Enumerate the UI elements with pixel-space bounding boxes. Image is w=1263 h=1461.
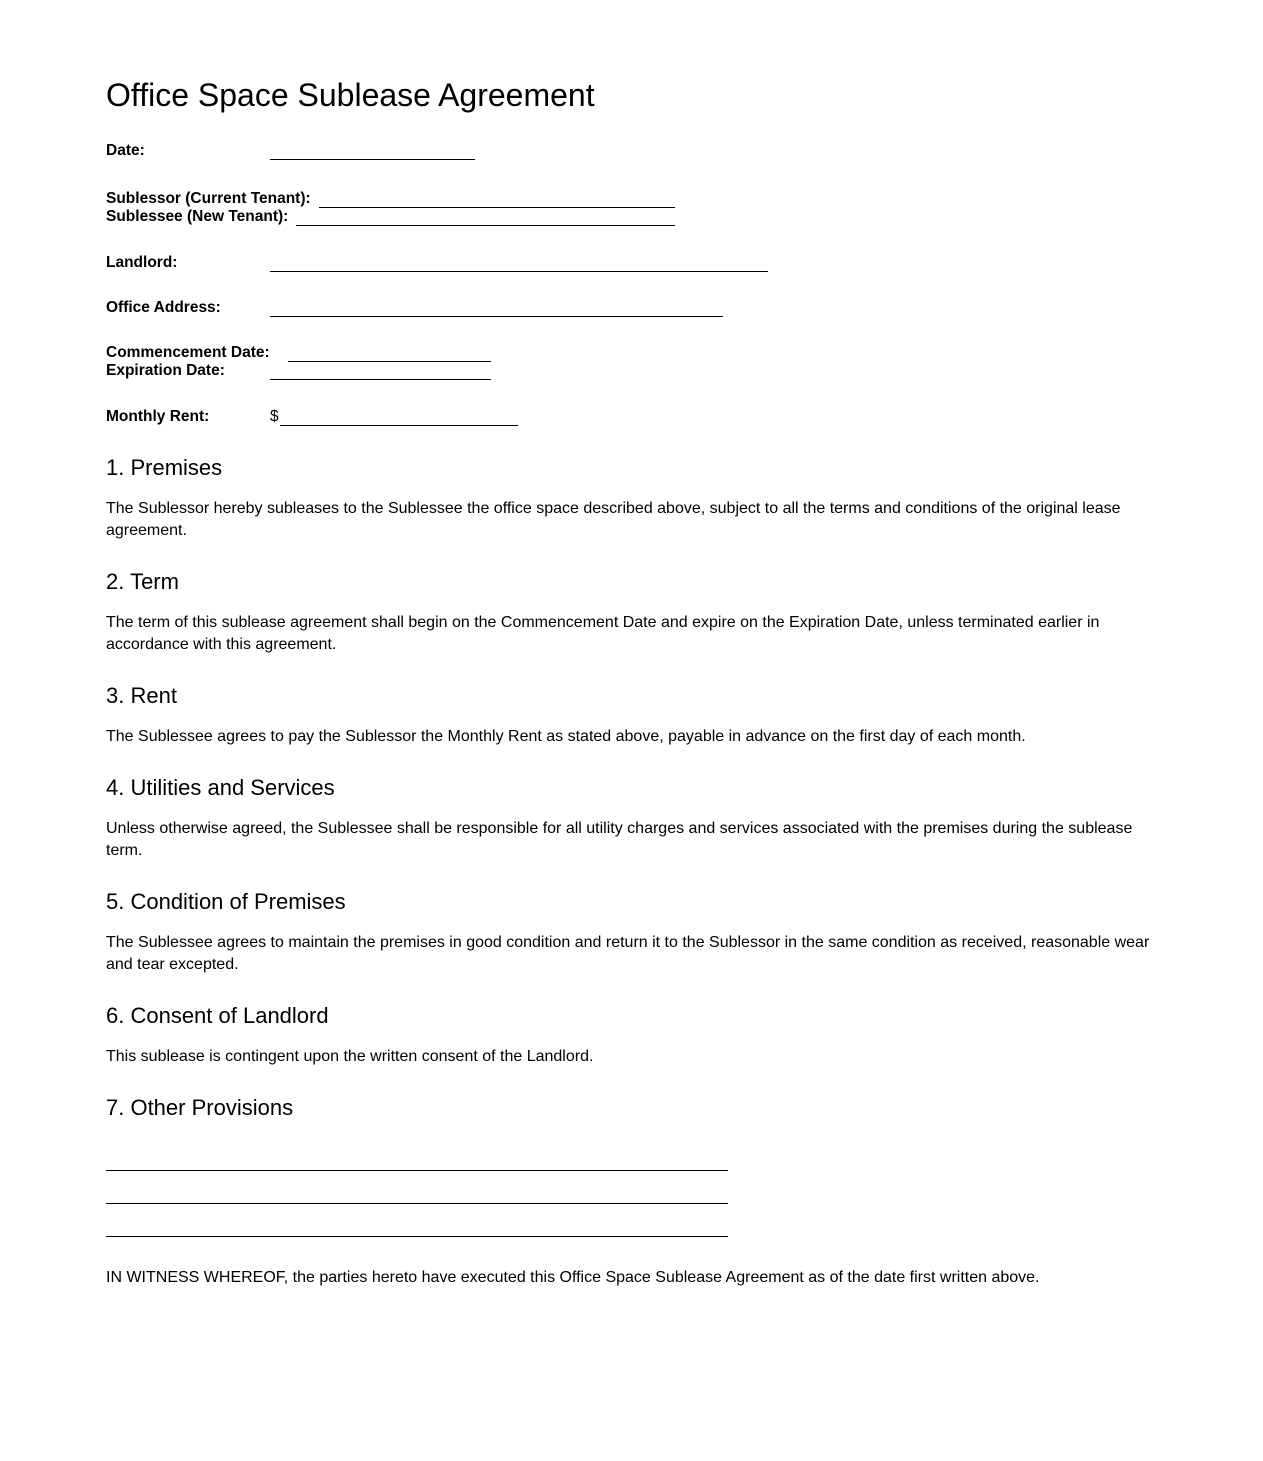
section-body: This sublease is contingent upon the written consent of the Landlord.: [106, 1048, 594, 1065]
commencement-date-blank-field[interactable]: [288, 347, 491, 362]
section-body: The Sublessee agrees to maintain the premises in good condition and return it to the Sublessor in the same condition as received, reasonable wear and tear excepted.: [106, 934, 1150, 973]
commencement-date-row: [106, 344, 1156, 362]
section-heading: 4. Utilities and Services: [106, 775, 335, 800]
monthly-rent-label: Monthly Rent:: [106, 408, 210, 425]
section-other-provisions: [106, 1095, 1156, 1237]
section-body: The Sublessor hereby subleases to the Sublessee the office space described above, subject to all the terms and conditions of the original lease agreement.: [106, 500, 1121, 539]
section-heading: 1. Premises: [106, 455, 223, 480]
monthly-rent-row: [106, 408, 1156, 426]
landlord-row: [106, 254, 1156, 272]
monthly-rent-blank-field[interactable]: [280, 411, 518, 426]
landlord-label: Landlord:: [106, 254, 178, 271]
expiration-date-blank-field[interactable]: [270, 365, 491, 380]
witness-clause: IN WITNESS WHEREOF, the parties hereto have executed this Office Space Sublease Agreement as of the date first written above.: [106, 1269, 1040, 1286]
section-rent: [106, 683, 1156, 748]
other-provisions-blank-lines: [106, 1138, 1156, 1237]
section-heading: 5. Condition of Premises: [106, 889, 346, 914]
section-condition-of-premises: [106, 889, 1156, 976]
expiration-date-label: Expiration Date:: [106, 362, 225, 379]
sublessee-blank-field[interactable]: [296, 211, 675, 226]
expiration-date-row: [106, 362, 1156, 380]
sublessor-row: [106, 190, 1156, 208]
date-label: Date:: [106, 142, 145, 159]
landlord-blank-field[interactable]: [270, 257, 768, 272]
office-address-blank-field[interactable]: [270, 302, 723, 317]
page-title: Office Space Sublease Agreement: [106, 77, 595, 113]
section-consent-of-landlord: [106, 1003, 1156, 1068]
other-provisions-blank-field[interactable]: [106, 1171, 728, 1204]
sublessee-label: Sublessee (New Tenant):: [106, 208, 289, 225]
sublessor-blank-field[interactable]: [319, 193, 675, 208]
section-body: The term of this sublease agreement shall begin on the Commencement Date and expire on the Expiration Date, unless terminated earlier in accordance with this agreement.: [106, 614, 1100, 653]
office-address-row: [106, 299, 1156, 317]
other-provisions-blank-field[interactable]: [106, 1138, 728, 1171]
date-row: [106, 142, 1156, 160]
date-blank-field[interactable]: [270, 145, 475, 160]
sublessee-row: [106, 208, 1156, 226]
section-heading: 2. Term: [106, 569, 179, 594]
commencement-date-label: Commencement Date:: [106, 344, 270, 361]
other-provisions-blank-field[interactable]: [106, 1204, 728, 1237]
office-address-label: Office Address:: [106, 299, 221, 316]
currency-symbol: $: [270, 408, 279, 425]
section-heading: 3. Rent: [106, 683, 177, 708]
section-term: [106, 569, 1156, 656]
section-heading: 7. Other Provisions: [106, 1095, 294, 1120]
section-body: Unless otherwise agreed, the Sublessee shall be responsible for all utility charges and services associated with the premises during the sublease term.: [106, 820, 1133, 859]
tenants-group: [106, 190, 1156, 226]
section-utilities-and-services: [106, 775, 1156, 862]
section-premises: [106, 455, 1156, 542]
sublessor-label: Sublessor (Current Tenant):: [106, 190, 311, 207]
section-heading: 6. Consent of Landlord: [106, 1003, 329, 1028]
section-body: The Sublessee agrees to pay the Sublessor the Monthly Rent as stated above, payable in advance on the first day of each month.: [106, 728, 1026, 745]
term-dates-group: [106, 344, 1156, 380]
